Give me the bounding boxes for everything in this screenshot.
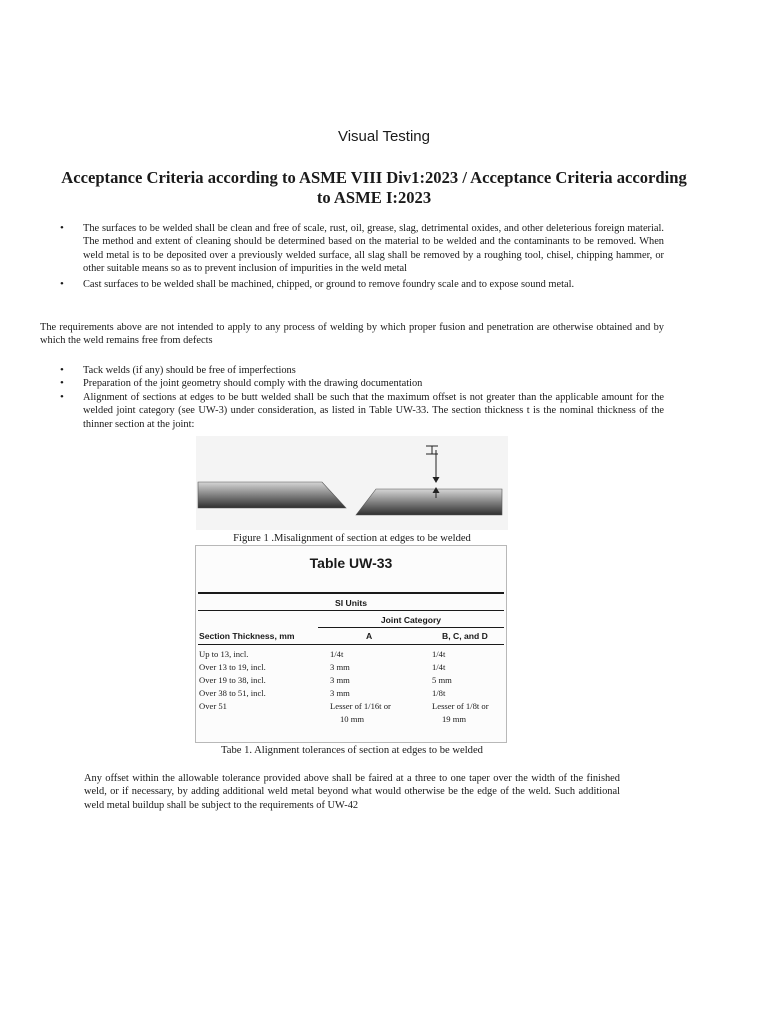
col-header-thickness: Section Thickness, mm [199, 631, 295, 641]
col-header-bcd: B, C, and D [442, 631, 488, 641]
cell-thickness: Over 38 to 51, incl. [199, 688, 266, 698]
cell-bcd-continuation: 19 mm [442, 714, 467, 724]
table-rule [318, 627, 504, 628]
cell-thickness: Over 19 to 38, incl. [199, 675, 266, 685]
table-top-rule [198, 592, 504, 594]
cell-a-continuation: 10 mm [340, 714, 365, 724]
fusion-note-paragraph: The requirements above are not intended to apply to any process of welding by which proper fusion and penetration are otherwise obtained and by which the weld remains free from defects [40, 322, 664, 347]
cell-a: Lesser of 1/16t or [330, 701, 391, 711]
list-item: • Cast surfaces to be welded shall be machined, chipped, or ground to remove foundry scale and to expose sound metal. [60, 278, 664, 291]
table-caption: Tabe 1. Alignment tolerances of section at edges to be welded [221, 745, 483, 756]
list-item: • Preparation of the joint geometry should comply with the drawing documentation [60, 377, 664, 390]
right-plate-shape [356, 489, 502, 515]
cell-bcd: 1/4t [432, 649, 446, 659]
list-item: • Alignment of sections at edges to be butt welded shall be such that the maximum offset is not greater than the applicable amount for the welded joint category (see UW-3) under consideration, as listed in Table UW-33. The section thickness t is the nominal thickness of the thinner section at the joint: [60, 391, 664, 431]
table-rule [198, 610, 504, 611]
offset-note-paragraph: Any offset within the allowable tolerance provided above shall be faired at a three to one taper over the width of the finished weld, or if necessary, by adding additional weld metal beyond what would otherwise be the edge of the weld. Such additional weld metal buildup shall be subject to the requirements of UW-42 [84, 773, 620, 811]
cell-a: 1/4t [330, 649, 344, 659]
table-uw33 [195, 545, 507, 743]
document-title: Visual Testing [337, 128, 430, 145]
figure-caption: Figure 1 .Misalignment of section at edges to be welded [233, 533, 471, 544]
left-plate-shape [198, 482, 346, 508]
cell-thickness: Over 51 [199, 701, 227, 711]
list-item: • The surfaces to be welded shall be clean and free of scale, rust, oil, grease, slag, detrimental oxides, and other deleterious foreign material. The method and extent of cleaning should be determined based on the material to be welded and the contaminants to be removed. When weld metal is to be deposited over a previously welded surface, all slag shall be removed by a roughing tool, chisel, chipping hammer, or other suitable means so as to prevent inclusion of impurities in the weld metal [60, 222, 664, 276]
page-heading: Acceptance Criteria according to ASME VIII Div1:2023 / Acceptance Criteria according to ASME I:2023 [61, 168, 687, 207]
cell-bcd: Lesser of 1/8t or [432, 701, 489, 711]
cell-bcd: 1/8t [432, 688, 446, 698]
joint-category-header: Joint Category [380, 615, 442, 625]
list-item: • Tack welds (if any) should be free of imperfections [60, 364, 664, 377]
table-units: SI Units [335, 598, 367, 608]
cell-thickness: Up to 13, incl. [199, 649, 249, 659]
table-title: Table UW-33 [309, 555, 393, 571]
misalignment-figure [196, 436, 508, 530]
joint-requirements-list [60, 364, 664, 431]
cleaning-requirements-list [60, 222, 664, 291]
table-rule [198, 644, 504, 645]
cell-a: 3 mm [330, 675, 350, 685]
cell-a: 3 mm [330, 662, 350, 672]
col-header-a: A [366, 631, 373, 641]
cell-bcd: 1/4t [432, 662, 446, 672]
cell-a: 3 mm [330, 688, 350, 698]
cell-thickness: Over 13 to 19, incl. [199, 662, 266, 672]
cell-bcd: 5 mm [432, 675, 452, 685]
